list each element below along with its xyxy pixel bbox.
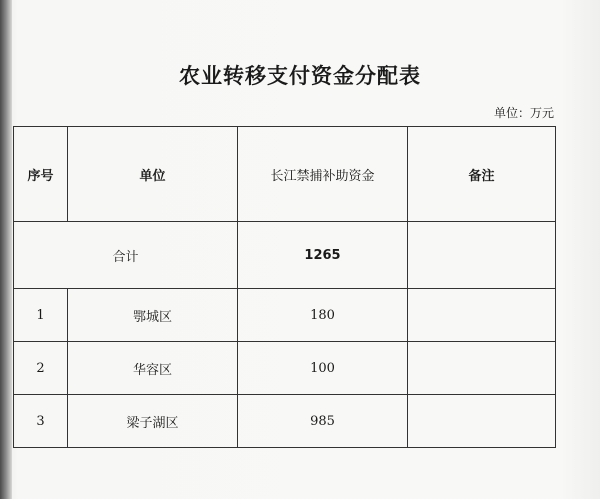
header-amount: 长江禁捕补助资金 bbox=[238, 127, 408, 222]
total-label: 合计 bbox=[14, 222, 238, 289]
unit-note: 单位：万元 bbox=[493, 106, 554, 120]
row-amount: 180 bbox=[238, 289, 408, 342]
header-remarks: 备注 bbox=[408, 127, 556, 222]
row-seq: 3 bbox=[14, 395, 68, 448]
document-title: 农业转移支付资金分配表 bbox=[179, 64, 421, 88]
row-amount: 985 bbox=[238, 395, 408, 448]
row-remarks bbox=[408, 342, 556, 395]
row-unit: 鄂城区 bbox=[68, 289, 238, 342]
total-amount: 1265 bbox=[238, 222, 408, 289]
row-unit: 华容区 bbox=[68, 342, 238, 395]
allocation-table bbox=[13, 126, 556, 448]
table-row bbox=[14, 342, 556, 395]
total-row bbox=[14, 222, 556, 289]
row-remarks bbox=[408, 395, 556, 448]
header-unit: 单位 bbox=[68, 127, 238, 222]
row-unit: 梁子湖区 bbox=[68, 395, 238, 448]
row-amount: 100 bbox=[238, 342, 408, 395]
header-seq: 序号 bbox=[14, 127, 68, 222]
row-remarks bbox=[408, 289, 556, 342]
table-row bbox=[14, 395, 556, 448]
row-seq: 1 bbox=[14, 289, 68, 342]
table-header-row bbox=[14, 127, 556, 222]
total-remarks bbox=[408, 222, 556, 289]
table-row bbox=[14, 289, 556, 342]
row-seq: 2 bbox=[14, 342, 68, 395]
